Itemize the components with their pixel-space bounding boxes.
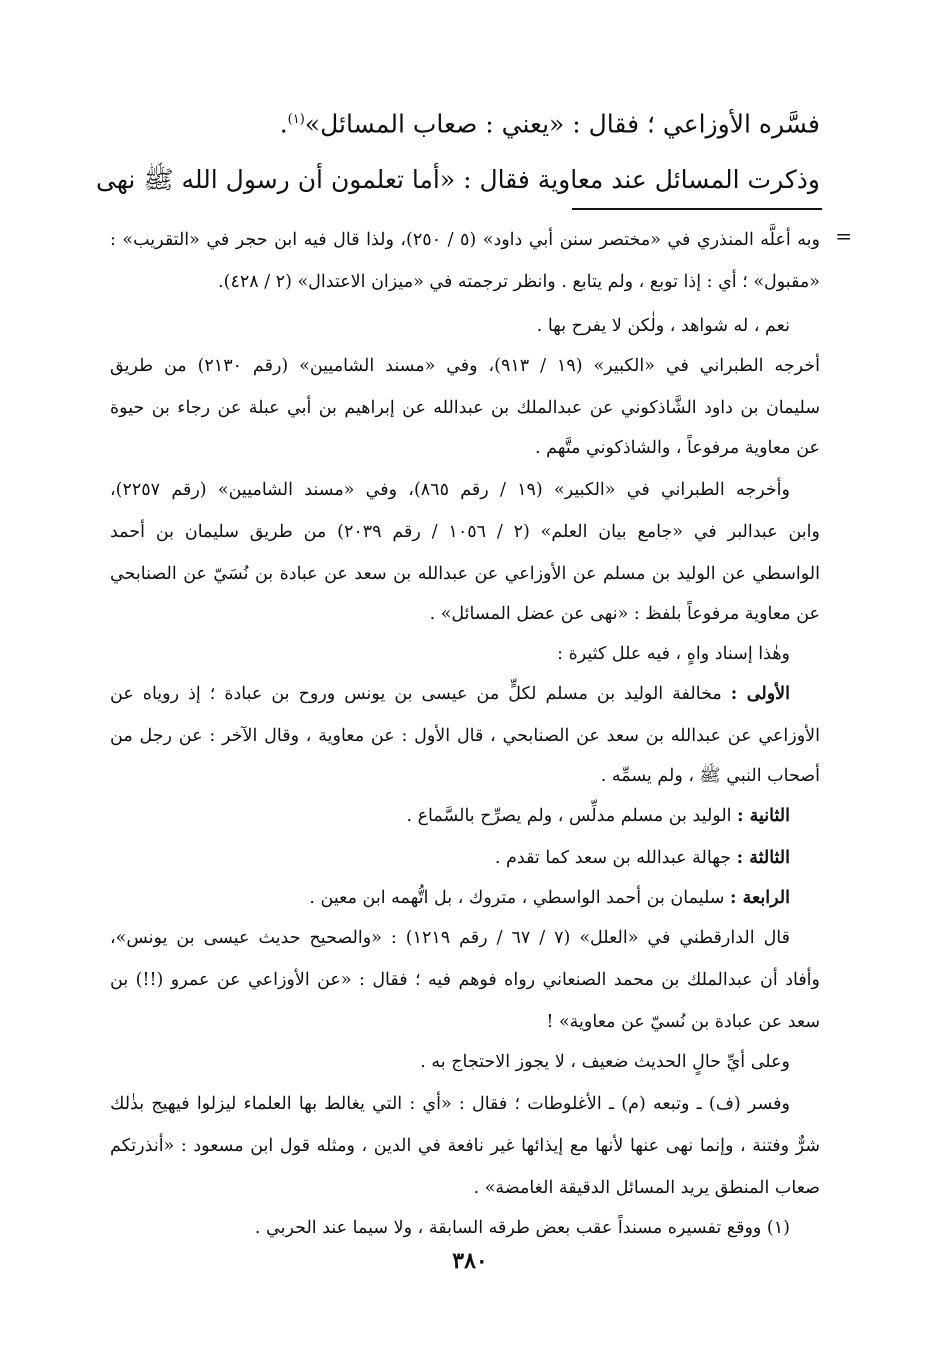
main-text-line-2: وذكرت المسائل عند معاوية فقال : «أما تعلمون أن رسول الله ﷺ نهى	[96, 165, 820, 194]
footnote-line: (١) ووقع تفسيره مسنداً عقب بعض طرقه السابقة ، ولا سيما عند الحربي .	[254, 1218, 790, 1238]
footnote-line: الأوزاعي عن عبدالله بن سعد عن الصنابحي ، قال الأول : عن معاوية ، وقال الآخر : عن رجل من	[110, 726, 820, 746]
footnote-line: وفسر (ف) ـ وتبعه (م) ـ الأغلوطات ؛ فقال : «أي : التي يغالط بها العلماء ليزلوا فيهيج بذٰلك	[110, 1094, 790, 1114]
reason-label: الرابعة :	[730, 888, 790, 908]
footnote-line: وأخرجه الطبراني في «الكبير» (١٩ / رقم ٨٦٥)، وفي «مسند الشاميين» (رقم ٢٢٥٧)،	[110, 480, 790, 500]
footnote-line: قال الدارقطني في «العلل» (٧ / ٦٧ / رقم ١٢١٩) : «والصحيح حديث عيسى بن يونس»،	[110, 928, 790, 948]
footnote-line: وأفاد أن عبدالملك بن محمد الصنعاني رواه فوهم فيه ؛ فقال : «عن الأوزاعي عن عمرو (!!) بن	[110, 970, 820, 990]
main-text-line-1-body: فسَّره الأوزاعي ؛ فقال : «يعني : صعاب المسائل»	[304, 109, 820, 139]
reason-text: جهالة عبدالله بن سعد كما تقدم .	[494, 848, 737, 868]
footnote-line: عن معاوية مرفوعاً ، والشاذكوني متَّهم .	[535, 438, 820, 458]
footnote-line: سعد عن عبادة بن نُسيّ عن معاوية» !	[546, 1012, 820, 1032]
reason-text: سليمان بن أحمد الواسطي ، متروك ، بل اتُّهمه ابن معين .	[309, 888, 731, 908]
footnote-line: نعم ، له شواهد ، ولٰكن لا يفرح بها .	[536, 316, 790, 336]
reason-text: مخالفة الوليد بن مسلم لكلٍّ من عيسى بن يونس وروح بن عبادة ؛ إذ روياه عن	[110, 684, 731, 704]
footnote-divider	[572, 208, 822, 210]
footnote-line: الواسطي عن الوليد بن مسلم عن الأوزاعي عن عبدالله بن سعد عن عبادة بن نُسَيّ عن الصنابحي	[110, 564, 820, 584]
footnote-line: وعلى أيِّ حالٍ الحديث ضعيف ، لا يجوز الاحتجاج به .	[420, 1052, 790, 1072]
reason-label: الأولى :	[730, 684, 790, 704]
reason-text: الوليد بن مسلم مدلِّس ، ولم يصرِّح بالسَّماع .	[406, 806, 738, 826]
footnote-ref-1: (١)	[287, 112, 305, 127]
reason-label: الثانية :	[737, 806, 790, 826]
footnote-line	[110, 802, 820, 830]
reason-label: الثالثة :	[736, 848, 790, 868]
footnote-line: سليمان بن داود الشَّاذكوني عن عبدالملك بن عبدالله عن إبراهيم بن أبي عبلة عن رجاء بن حيوة	[110, 398, 820, 418]
footnote-line: «مقبول» ؛ أي : إذا توبع ، ولم يتابع . وانظر ترجمته في «ميزان الاعتدال» (٢ / ٤٢٨).	[218, 272, 820, 292]
footnote-line: وهٰذا إسناد واهٍ ، فيه علل كثيرة :	[557, 644, 790, 664]
footnote-line: صعاب المنطق يريد المسائل الدقيقة الغامضة» .	[473, 1178, 820, 1198]
footnote-line	[110, 884, 820, 912]
footnote-line: عن معاوية مرفوعاً بلفظ : «نهى عن عضل المسائل» .	[429, 604, 820, 624]
footnote-line: وبه أعلَّه المنذري في «مختصر سنن أبي داود» (٥ / ٢٥٠)، ولذا قال فيه ابن حجر في «التقريب» :	[110, 230, 820, 250]
footnote-line: أخرجه الطبراني في «الكبير» (١٩ / ٩١٣)، وفي «مسند الشاميين» (رقم ٢١٣٠) من طريق	[110, 356, 820, 376]
main-text-line-1	[120, 100, 820, 144]
footnote-line	[110, 844, 820, 872]
footnote-line	[110, 680, 820, 708]
footnote-line: وابن عبدالبر في «جامع بيان العلم» (٢ / ١٠٥٦ / رقم ٢٠٣٩) من طريق سليمان بن أحمد	[110, 522, 820, 542]
footnote-line: أصحاب النبي ﷺ ، ولم يسمِّه .	[600, 766, 820, 786]
page-number: ٣٨٠	[452, 1248, 488, 1274]
main-text-line-1-end: .	[279, 109, 288, 139]
continuation-mark: =	[835, 224, 852, 248]
footnote-line: شرٌّ وفتنة ، وإنما نهى عنها لأنها مع إيذائها غير نافعة في الدين ، ومثله قول ابن مسعود : «أنذرتكم	[110, 1136, 820, 1156]
